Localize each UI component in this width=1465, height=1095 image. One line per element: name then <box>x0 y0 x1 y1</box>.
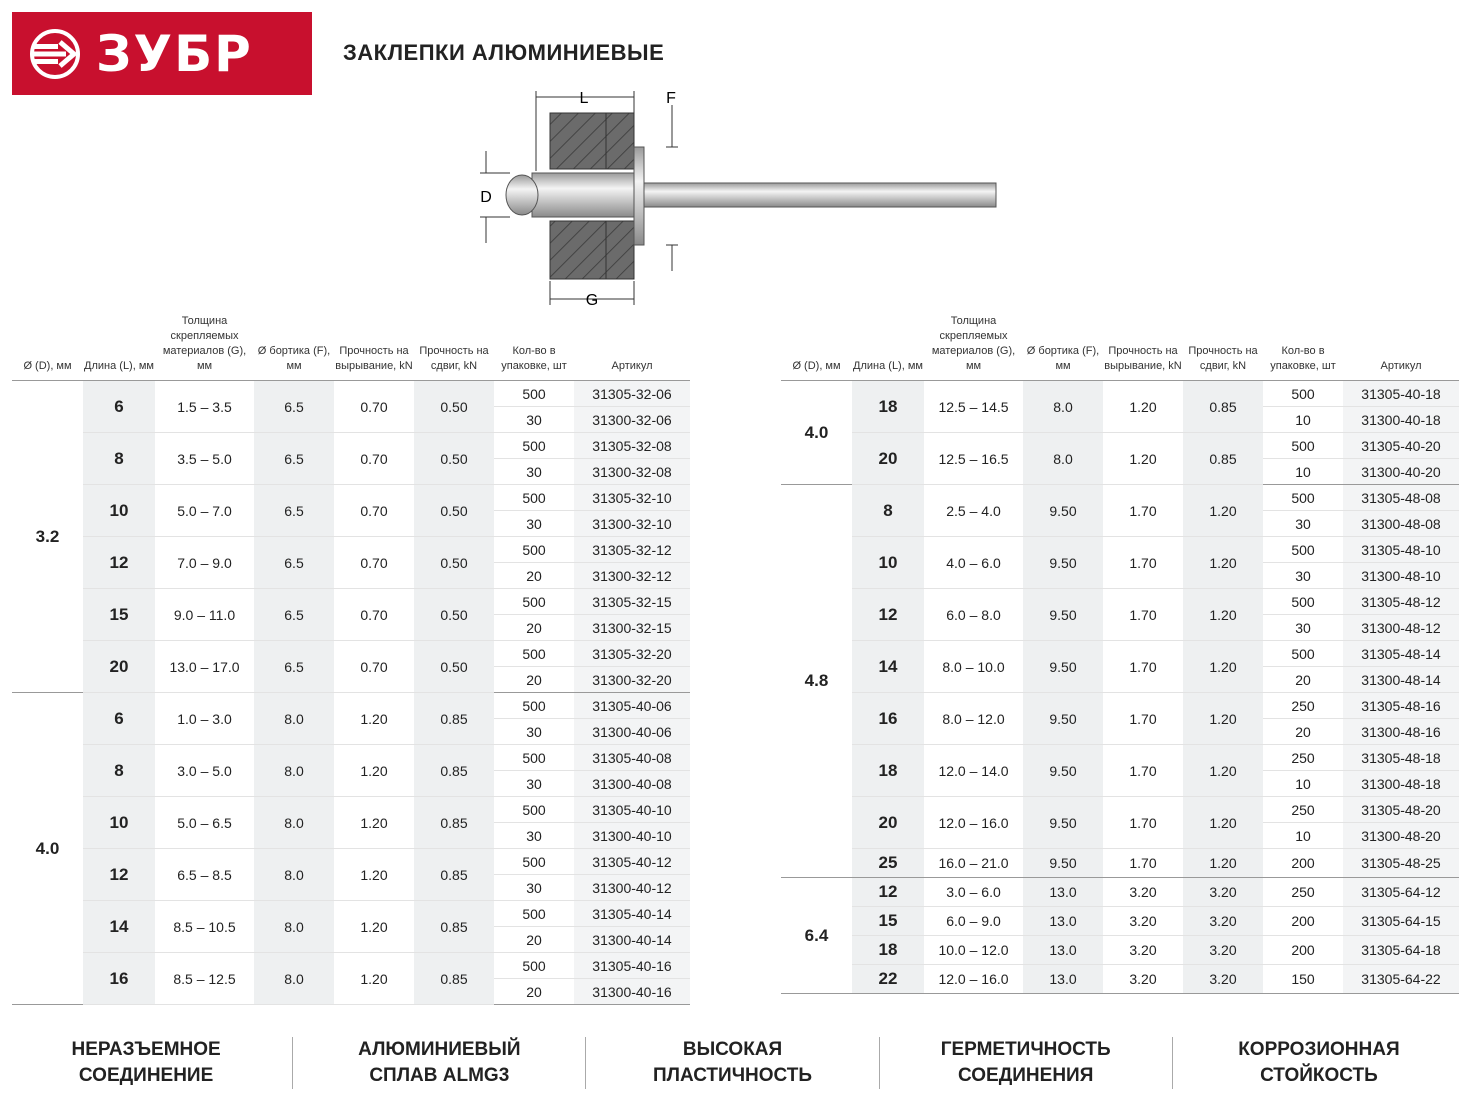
length-cell: 25 <box>852 849 924 878</box>
length-cell: 18 <box>852 745 924 797</box>
flange-cell: 8.0 <box>1023 381 1103 433</box>
thickness-cell: 13.0 – 17.0 <box>155 641 254 693</box>
col-header-diameter: Ø (D), мм <box>792 360 841 372</box>
shear-strength-cell: 0.50 <box>414 381 494 433</box>
length-cell: 14 <box>83 901 155 953</box>
table-row <box>12 901 690 927</box>
thickness-cell: 12.5 – 14.5 <box>924 381 1023 433</box>
length-cell: 20 <box>852 433 924 485</box>
feature-line: СТОЙКОСТЬ <box>1260 1065 1378 1086</box>
pack-qty-cell: 10 <box>1263 407 1343 433</box>
page-title: ЗАКЛЕПКИ АЛЮМИНИЕВЫЕ <box>343 40 665 65</box>
flange-cell: 9.50 <box>1023 797 1103 849</box>
table-row <box>781 936 1459 965</box>
pull-strength-cell: 1.70 <box>1103 849 1183 878</box>
feature-line: КОРРОЗИОННАЯ <box>1238 1039 1400 1060</box>
flange-cell: 6.5 <box>254 485 334 537</box>
pack-qty-cell: 500 <box>1263 485 1343 511</box>
pull-strength-cell: 1.70 <box>1103 797 1183 849</box>
article-cell: 31305-32-10 <box>574 485 690 511</box>
pull-strength-cell: 1.20 <box>1103 433 1183 485</box>
length-cell: 10 <box>852 537 924 589</box>
shear-strength-cell: 0.85 <box>1183 433 1263 485</box>
pull-strength-cell: 1.20 <box>334 953 414 1005</box>
article-cell: 31300-40-10 <box>574 823 690 849</box>
pull-strength-cell: 1.20 <box>334 797 414 849</box>
article-cell: 31305-64-15 <box>1343 907 1459 936</box>
article-cell: 31300-48-08 <box>1343 511 1459 537</box>
article-cell: 31300-40-14 <box>574 927 690 953</box>
pack-qty-cell: 500 <box>1263 537 1343 563</box>
length-cell: 12 <box>852 878 924 907</box>
article-cell: 31305-48-10 <box>1343 537 1459 563</box>
diameter-cell: 3.2 <box>12 381 83 693</box>
pack-qty-cell: 30 <box>494 875 574 901</box>
article-cell: 31300-32-06 <box>574 407 690 433</box>
dim-label-F: F <box>666 90 676 107</box>
thickness-cell: 12.0 – 16.0 <box>924 965 1023 994</box>
col-header-shear-strength: Прочность на сдвиг, kN <box>419 345 489 372</box>
thickness-cell: 5.0 – 6.5 <box>155 797 254 849</box>
pull-strength-cell: 0.70 <box>334 641 414 693</box>
pack-qty-cell: 500 <box>1263 589 1343 615</box>
dim-label-L: L <box>579 90 589 107</box>
pack-qty-cell: 150 <box>1263 965 1343 994</box>
article-cell: 31300-48-12 <box>1343 615 1459 641</box>
flange-cell: 9.50 <box>1023 693 1103 745</box>
pack-qty-cell: 500 <box>494 745 574 771</box>
length-cell: 18 <box>852 936 924 965</box>
thickness-cell: 4.0 – 6.0 <box>924 537 1023 589</box>
pack-qty-cell: 20 <box>494 927 574 953</box>
flange-cell: 9.50 <box>1023 849 1103 878</box>
shear-strength-cell: 0.85 <box>414 953 494 1005</box>
col-header-shear-strength: Прочность на сдвиг, kN <box>1188 345 1258 372</box>
pull-strength-cell: 1.20 <box>334 745 414 797</box>
article-cell: 31305-40-14 <box>574 901 690 927</box>
pack-qty-cell: 500 <box>494 381 574 407</box>
thickness-cell: 7.0 – 9.0 <box>155 537 254 589</box>
article-cell: 31305-48-20 <box>1343 797 1459 823</box>
pull-strength-cell: 1.70 <box>1103 485 1183 537</box>
pack-qty-cell: 500 <box>494 641 574 667</box>
shear-strength-cell: 1.20 <box>1183 641 1263 693</box>
article-cell: 31305-32-06 <box>574 381 690 407</box>
brand-emblem-icon <box>30 29 88 79</box>
shear-strength-cell: 3.20 <box>1183 965 1263 994</box>
pack-qty-cell: 30 <box>494 719 574 745</box>
article-cell: 31300-48-20 <box>1343 823 1459 849</box>
thickness-cell: 2.5 – 4.0 <box>924 485 1023 537</box>
length-cell: 12 <box>83 537 155 589</box>
shear-strength-cell: 3.20 <box>1183 878 1263 907</box>
pull-strength-cell: 1.70 <box>1103 589 1183 641</box>
length-cell: 20 <box>83 641 155 693</box>
article-cell: 31305-32-12 <box>574 537 690 563</box>
pack-qty-cell: 500 <box>494 797 574 823</box>
thickness-cell: 8.5 – 12.5 <box>155 953 254 1005</box>
shear-strength-cell: 1.20 <box>1183 693 1263 745</box>
thickness-cell: 3.5 – 5.0 <box>155 433 254 485</box>
article-cell: 31305-48-16 <box>1343 693 1459 719</box>
pull-strength-cell: 3.20 <box>1103 878 1183 907</box>
shear-strength-cell: 0.85 <box>414 901 494 953</box>
thickness-cell: 3.0 – 5.0 <box>155 745 254 797</box>
pack-qty-cell: 20 <box>494 667 574 693</box>
thickness-cell: 10.0 – 12.0 <box>924 936 1023 965</box>
pack-qty-cell: 10 <box>1263 823 1343 849</box>
table-row <box>781 797 1459 823</box>
pull-strength-cell: 0.70 <box>334 485 414 537</box>
flange-cell: 8.0 <box>254 797 334 849</box>
col-header-diameter: Ø (D), мм <box>23 360 72 372</box>
flange-cell: 8.0 <box>254 901 334 953</box>
pack-qty-cell: 500 <box>494 433 574 459</box>
pull-strength-cell: 0.70 <box>334 537 414 589</box>
feature-line: НЕРАЗЪЕМНОЕ <box>71 1039 221 1060</box>
pack-qty-cell: 500 <box>494 537 574 563</box>
article-cell: 31305-64-12 <box>1343 878 1459 907</box>
article-cell: 31305-40-20 <box>1343 433 1459 459</box>
article-cell: 31305-40-08 <box>574 745 690 771</box>
shear-strength-cell: 0.85 <box>1183 381 1263 433</box>
article-cell: 31305-48-12 <box>1343 589 1459 615</box>
col-header-article: Артикул <box>611 360 653 372</box>
thickness-cell: 8.0 – 10.0 <box>924 641 1023 693</box>
pack-qty-cell: 200 <box>1263 907 1343 936</box>
table-row <box>12 953 690 979</box>
feature-item <box>293 1035 585 1091</box>
flange-cell: 13.0 <box>1023 936 1103 965</box>
length-cell: 16 <box>852 693 924 745</box>
article-cell: 31305-40-06 <box>574 693 690 719</box>
flange-cell: 8.0 <box>254 849 334 901</box>
pack-qty-cell: 500 <box>1263 381 1343 407</box>
col-header-thickness: Толщина скрепляемых материалов (G), мм <box>931 315 1016 372</box>
pack-qty-cell: 30 <box>1263 563 1343 589</box>
col-header-pull-strength: Прочность на вырывание, kN <box>335 345 413 372</box>
flange-cell: 6.5 <box>254 381 334 433</box>
article-cell: 31300-40-12 <box>574 875 690 901</box>
article-cell: 31300-32-12 <box>574 563 690 589</box>
flange-cell: 6.5 <box>254 589 334 641</box>
diameter-cell: 4.0 <box>781 381 852 485</box>
diameter-cell: 6.4 <box>781 878 852 994</box>
flange-cell: 8.0 <box>254 693 334 745</box>
brand-name: ЗУБР <box>96 24 253 83</box>
article-cell: 31305-64-22 <box>1343 965 1459 994</box>
table-row <box>12 537 690 563</box>
thickness-cell: 6.0 – 9.0 <box>924 907 1023 936</box>
length-cell: 8 <box>83 745 155 797</box>
pack-qty-cell: 200 <box>1263 936 1343 965</box>
article-cell: 31300-32-15 <box>574 615 690 641</box>
table-row <box>12 693 690 719</box>
length-cell: 20 <box>852 797 924 849</box>
brand-logo <box>12 12 312 95</box>
pack-qty-cell: 250 <box>1263 745 1343 771</box>
table-row <box>12 381 690 407</box>
feature-strip <box>0 1035 1465 1091</box>
thickness-cell: 3.0 – 6.0 <box>924 878 1023 907</box>
article-cell: 31300-40-20 <box>1343 459 1459 485</box>
article-cell: 31300-40-18 <box>1343 407 1459 433</box>
thickness-cell: 8.0 – 12.0 <box>924 693 1023 745</box>
feature-line: СОЕДИНЕНИЯ <box>958 1065 1094 1086</box>
feature-item <box>0 1035 292 1091</box>
article-cell: 31305-32-20 <box>574 641 690 667</box>
pack-qty-cell: 20 <box>494 563 574 589</box>
feature-line: СПЛАВ ALMG3 <box>369 1065 510 1086</box>
table-row <box>781 907 1459 936</box>
pack-qty-cell: 250 <box>1263 797 1343 823</box>
flange-cell: 6.5 <box>254 537 334 589</box>
thickness-cell: 1.5 – 3.5 <box>155 381 254 433</box>
shear-strength-cell: 1.20 <box>1183 849 1263 878</box>
article-cell: 31300-32-10 <box>574 511 690 537</box>
shear-strength-cell: 0.85 <box>414 745 494 797</box>
thickness-cell: 12.0 – 14.0 <box>924 745 1023 797</box>
flange-cell: 6.5 <box>254 641 334 693</box>
shear-strength-cell: 0.50 <box>414 485 494 537</box>
article-cell: 31300-48-10 <box>1343 563 1459 589</box>
pack-qty-cell: 250 <box>1263 878 1343 907</box>
flange-cell: 13.0 <box>1023 878 1103 907</box>
feature-line: СОЕДИНЕНИЕ <box>78 1065 214 1086</box>
pull-strength-cell: 1.70 <box>1103 693 1183 745</box>
article-cell: 31300-40-16 <box>574 979 690 1005</box>
pack-qty-cell: 500 <box>1263 641 1343 667</box>
pull-strength-cell: 0.70 <box>334 589 414 641</box>
flange-cell: 9.50 <box>1023 537 1103 589</box>
flange-cell: 13.0 <box>1023 965 1103 994</box>
table-row <box>12 589 690 615</box>
pack-qty-cell: 30 <box>494 459 574 485</box>
article-cell: 31300-32-08 <box>574 459 690 485</box>
col-header-length: Длина (L), мм <box>84 360 154 372</box>
feature-line: АЛЮМИНИЕВЫЙ <box>358 1039 521 1060</box>
flange-cell: 9.50 <box>1023 589 1103 641</box>
pack-qty-cell: 30 <box>494 407 574 433</box>
shear-strength-cell: 0.50 <box>414 589 494 641</box>
flange-cell: 8.0 <box>1023 433 1103 485</box>
pack-qty-cell: 500 <box>494 693 574 719</box>
length-cell: 6 <box>83 381 155 433</box>
length-cell: 16 <box>83 953 155 1005</box>
pack-qty-cell: 500 <box>494 901 574 927</box>
length-cell: 15 <box>852 907 924 936</box>
table-row <box>781 537 1459 563</box>
pack-qty-cell: 500 <box>494 953 574 979</box>
pull-strength-cell: 0.70 <box>334 381 414 433</box>
thickness-cell: 8.5 – 10.5 <box>155 901 254 953</box>
article-cell: 31300-40-06 <box>574 719 690 745</box>
pull-strength-cell: 1.20 <box>334 693 414 745</box>
article-cell: 31305-40-12 <box>574 849 690 875</box>
table-row <box>781 381 1459 407</box>
length-cell: 8 <box>852 485 924 537</box>
pack-qty-cell: 30 <box>494 771 574 797</box>
pack-qty-cell: 10 <box>1263 771 1343 797</box>
article-cell: 31305-48-25 <box>1343 849 1459 878</box>
feature-line: ПЛАСТИЧНОСТЬ <box>652 1065 813 1086</box>
dim-label-G: G <box>585 292 599 309</box>
pack-qty-cell: 200 <box>1263 849 1343 878</box>
article-cell: 31300-48-14 <box>1343 667 1459 693</box>
pack-qty-cell: 30 <box>1263 615 1343 641</box>
feature-item <box>1173 1035 1465 1091</box>
pack-qty-cell: 30 <box>1263 511 1343 537</box>
col-header-pull-strength: Прочность на вырывание, kN <box>1104 345 1182 372</box>
length-cell: 8 <box>83 433 155 485</box>
rivet-diagram <box>470 85 1010 315</box>
article-cell: 31300-48-18 <box>1343 771 1459 797</box>
shear-strength-cell: 0.85 <box>414 693 494 745</box>
article-cell: 31305-48-14 <box>1343 641 1459 667</box>
pull-strength-cell: 1.70 <box>1103 641 1183 693</box>
shear-strength-cell: 1.20 <box>1183 537 1263 589</box>
shear-strength-cell: 0.85 <box>414 797 494 849</box>
article-cell: 31305-40-18 <box>1343 381 1459 407</box>
table-row <box>781 485 1459 511</box>
table-row <box>781 745 1459 771</box>
thickness-cell: 12.5 – 16.5 <box>924 433 1023 485</box>
pack-qty-cell: 500 <box>494 485 574 511</box>
pull-strength-cell: 0.70 <box>334 433 414 485</box>
length-cell: 18 <box>852 381 924 433</box>
diameter-cell: 4.0 <box>12 693 83 1005</box>
flange-cell: 9.50 <box>1023 485 1103 537</box>
feature-line: ГЕРМЕТИЧНОСТЬ <box>940 1039 1111 1060</box>
table-row <box>12 433 690 459</box>
thickness-cell: 16.0 – 21.0 <box>924 849 1023 878</box>
pack-qty-cell: 20 <box>494 615 574 641</box>
article-cell: 31305-48-08 <box>1343 485 1459 511</box>
shear-strength-cell: 0.85 <box>414 849 494 901</box>
article-cell: 31305-40-16 <box>574 953 690 979</box>
col-header-pack-qty: Кол-во в упаковке, шт <box>501 345 567 372</box>
pull-strength-cell: 3.20 <box>1103 907 1183 936</box>
col-header-pack-qty: Кол-во в упаковке, шт <box>1270 345 1336 372</box>
thickness-cell: 1.0 – 3.0 <box>155 693 254 745</box>
thickness-cell: 6.5 – 8.5 <box>155 849 254 901</box>
article-cell: 31300-48-16 <box>1343 719 1459 745</box>
length-cell: 10 <box>83 485 155 537</box>
article-cell: 31305-48-18 <box>1343 745 1459 771</box>
shear-strength-cell: 0.50 <box>414 537 494 589</box>
table-row <box>781 641 1459 667</box>
flange-cell: 9.50 <box>1023 641 1103 693</box>
shear-strength-cell: 3.20 <box>1183 936 1263 965</box>
length-cell: 15 <box>83 589 155 641</box>
shear-strength-cell: 1.20 <box>1183 485 1263 537</box>
thickness-cell: 5.0 – 7.0 <box>155 485 254 537</box>
pack-qty-cell: 20 <box>1263 719 1343 745</box>
thickness-cell: 9.0 – 11.0 <box>155 589 254 641</box>
pull-strength-cell: 1.20 <box>1103 381 1183 433</box>
table-row <box>12 745 690 771</box>
table-row <box>12 485 690 511</box>
diameter-cell: 4.8 <box>781 485 852 878</box>
table-row <box>781 589 1459 615</box>
shear-strength-cell: 0.50 <box>414 641 494 693</box>
pack-qty-cell: 20 <box>494 979 574 1005</box>
col-header-length: Длина (L), мм <box>853 360 923 372</box>
col-header-flange: Ø бортика (F), мм <box>1026 345 1100 372</box>
table-row <box>781 965 1459 994</box>
feature-line: ВЫСОКАЯ <box>682 1039 783 1060</box>
flange-cell: 8.0 <box>254 745 334 797</box>
length-cell: 6 <box>83 693 155 745</box>
flange-cell: 13.0 <box>1023 907 1103 936</box>
flange-cell: 8.0 <box>254 953 334 1005</box>
article-cell: 31305-64-18 <box>1343 936 1459 965</box>
flange-cell: 9.50 <box>1023 745 1103 797</box>
pull-strength-cell: 1.70 <box>1103 745 1183 797</box>
table-row <box>781 878 1459 907</box>
length-cell: 12 <box>852 589 924 641</box>
pack-qty-cell: 30 <box>494 511 574 537</box>
length-cell: 12 <box>83 849 155 901</box>
table-row <box>781 849 1459 878</box>
article-cell: 31300-32-20 <box>574 667 690 693</box>
article-cell: 31305-32-08 <box>574 433 690 459</box>
table-row <box>12 849 690 875</box>
spec-table-left <box>12 314 690 1005</box>
pack-qty-cell: 10 <box>1263 459 1343 485</box>
dim-label-D: D <box>480 189 492 206</box>
pack-qty-cell: 30 <box>494 823 574 849</box>
pull-strength-cell: 3.20 <box>1103 965 1183 994</box>
col-header-thickness: Толщина скрепляемых материалов (G), мм <box>162 315 247 372</box>
spec-table-right <box>781 314 1459 994</box>
length-cell: 14 <box>852 641 924 693</box>
col-header-article: Артикул <box>1380 360 1422 372</box>
article-cell: 31305-32-15 <box>574 589 690 615</box>
table-row <box>781 693 1459 719</box>
pack-qty-cell: 250 <box>1263 693 1343 719</box>
shear-strength-cell: 1.20 <box>1183 589 1263 641</box>
article-cell: 31300-40-08 <box>574 771 690 797</box>
thickness-cell: 6.0 – 8.0 <box>924 589 1023 641</box>
pack-qty-cell: 500 <box>494 849 574 875</box>
shear-strength-cell: 0.50 <box>414 433 494 485</box>
feature-item <box>586 1035 878 1091</box>
length-cell: 10 <box>83 797 155 849</box>
flange-cell: 6.5 <box>254 433 334 485</box>
pull-strength-cell: 3.20 <box>1103 936 1183 965</box>
pack-qty-cell: 500 <box>494 589 574 615</box>
thickness-cell: 12.0 – 16.0 <box>924 797 1023 849</box>
table-row <box>12 797 690 823</box>
pack-qty-cell: 20 <box>1263 667 1343 693</box>
pull-strength-cell: 1.20 <box>334 849 414 901</box>
shear-strength-cell: 3.20 <box>1183 907 1263 936</box>
pull-strength-cell: 1.70 <box>1103 537 1183 589</box>
table-row <box>781 433 1459 459</box>
shear-strength-cell: 1.20 <box>1183 797 1263 849</box>
pull-strength-cell: 1.20 <box>334 901 414 953</box>
col-header-flange: Ø бортика (F), мм <box>257 345 331 372</box>
length-cell: 22 <box>852 965 924 994</box>
article-cell: 31305-40-10 <box>574 797 690 823</box>
table-row <box>12 641 690 667</box>
feature-item <box>880 1035 1172 1091</box>
pack-qty-cell: 500 <box>1263 433 1343 459</box>
shear-strength-cell: 1.20 <box>1183 745 1263 797</box>
